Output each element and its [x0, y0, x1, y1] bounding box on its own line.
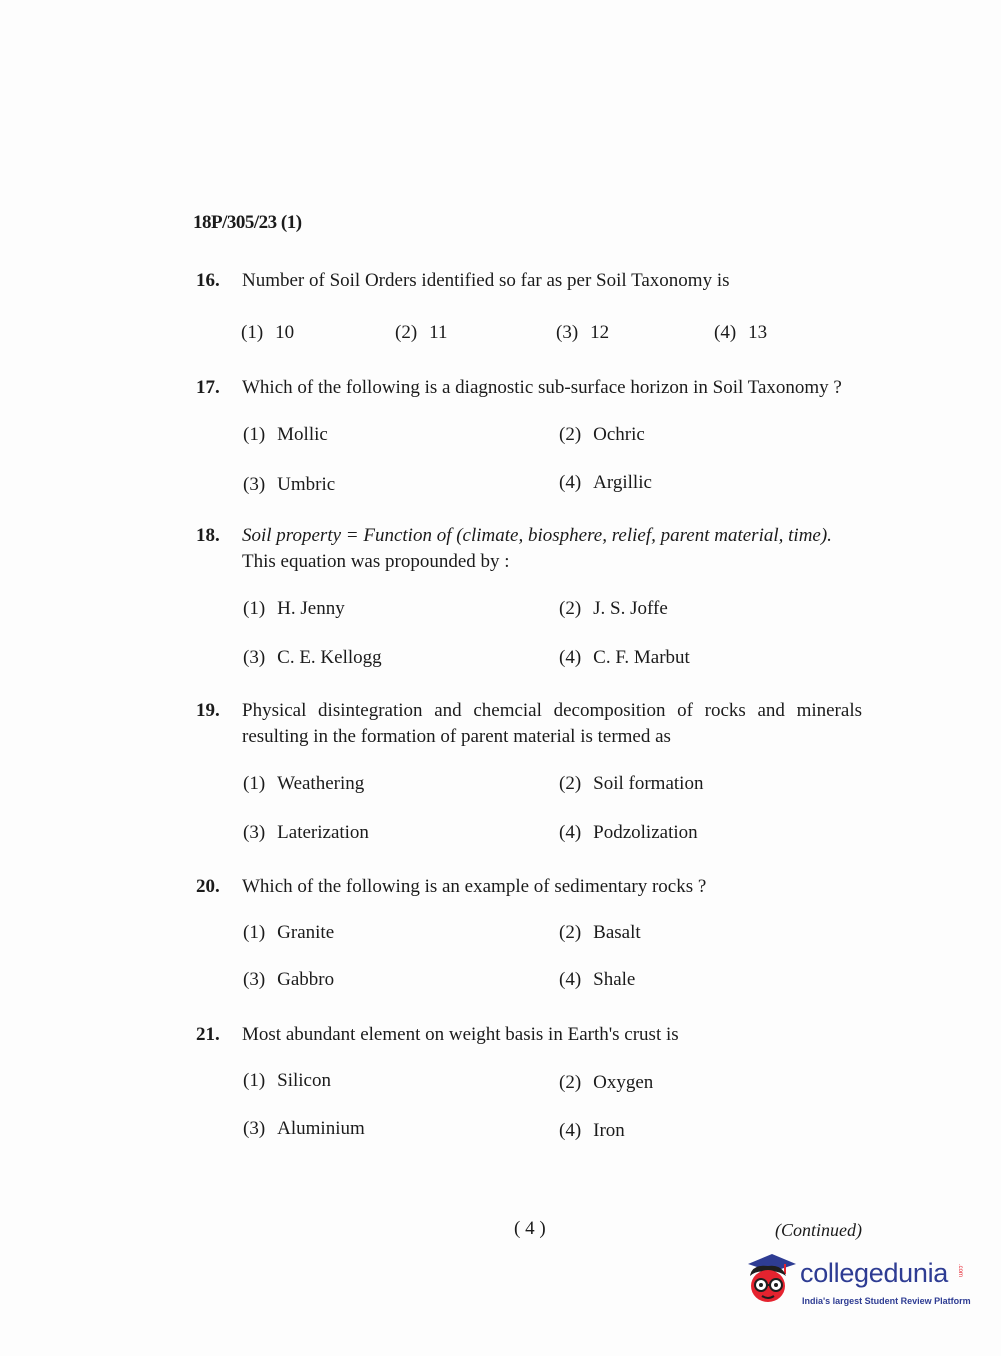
question-equation: Soil property = Function of (climate, biosphere, relief, parent material, time).: [242, 525, 832, 546]
option-2: (2) 11: [395, 322, 448, 343]
option-4: (4) Iron: [559, 1120, 625, 1141]
option-1: (1) H. Jenny: [243, 598, 345, 619]
option-3: (3) Laterization: [243, 822, 369, 843]
option-2: (2) Ochric: [559, 424, 645, 445]
question-number: 18.: [196, 525, 220, 546]
question-20: [196, 874, 876, 900]
option-3: (3) C. E. Kellogg: [243, 647, 382, 668]
brand-dotcom: .com: [957, 1264, 963, 1278]
question-number: 21.: [196, 1024, 220, 1045]
option-3: (3) Aluminium: [243, 1118, 365, 1139]
page-number: ( 4 ): [514, 1218, 546, 1239]
paper-code: 18P/305/23 (1): [193, 212, 302, 233]
option-3: (3) Umbric: [243, 474, 336, 495]
option-4: (4) Argillic: [559, 472, 652, 493]
question-text: Which of the following is an example of sedimentary rocks ?: [242, 876, 707, 897]
question-18: [196, 523, 876, 575]
option-2: (2) Oxygen: [559, 1072, 654, 1093]
brand-tagline: India's largest Student Review Platform: [802, 1296, 971, 1306]
option-1: (1) Mollic: [243, 424, 328, 445]
continued-label: (Continued): [775, 1220, 862, 1240]
question-number: 17.: [196, 377, 220, 398]
question-19: [196, 698, 876, 750]
question-number: 19.: [196, 700, 220, 721]
option-4: (4) 13: [714, 322, 768, 343]
question-text: Physical disintegration and chemcial decomposition of rocks and minerals resulting in the formation of parent material is termed as: [242, 700, 862, 747]
option-1: (1) Weathering: [243, 773, 365, 794]
question-number: 20.: [196, 876, 220, 897]
question-21: [196, 1022, 876, 1048]
option-1: (1) 10: [241, 322, 295, 343]
option-2: (2) Basalt: [559, 922, 641, 943]
question-number: 16.: [196, 270, 220, 291]
option-1: (1) Silicon: [243, 1070, 331, 1091]
collegedunia-logo: [742, 1252, 972, 1312]
option-4: (4) Podzolization: [559, 822, 698, 843]
option-3: (3) Gabbro: [243, 969, 335, 990]
option-2: (2) J. S. Joffe: [559, 598, 668, 619]
question-text: Most abundant element on weight basis in Earth's crust is: [242, 1024, 679, 1045]
question-text: This equation was propounded by :: [242, 551, 510, 572]
option-1: (1) Granite: [243, 922, 335, 943]
option-4: (4) C. F. Marbut: [559, 647, 690, 668]
option-2: (2) Soil formation: [559, 773, 704, 794]
mascot-icon: [742, 1252, 798, 1308]
question-17: [196, 375, 876, 401]
question-16: [196, 268, 876, 294]
brand-name: collegedunia: [800, 1258, 949, 1288]
question-text: Number of Soil Orders identified so far as per Soil Taxonomy is: [242, 270, 730, 291]
option-4: (4) Shale: [559, 969, 636, 990]
option-3: (3) 12: [556, 322, 610, 343]
question-text: Which of the following is a diagnostic sub-surface horizon in Soil Taxonomy ?: [242, 377, 842, 398]
